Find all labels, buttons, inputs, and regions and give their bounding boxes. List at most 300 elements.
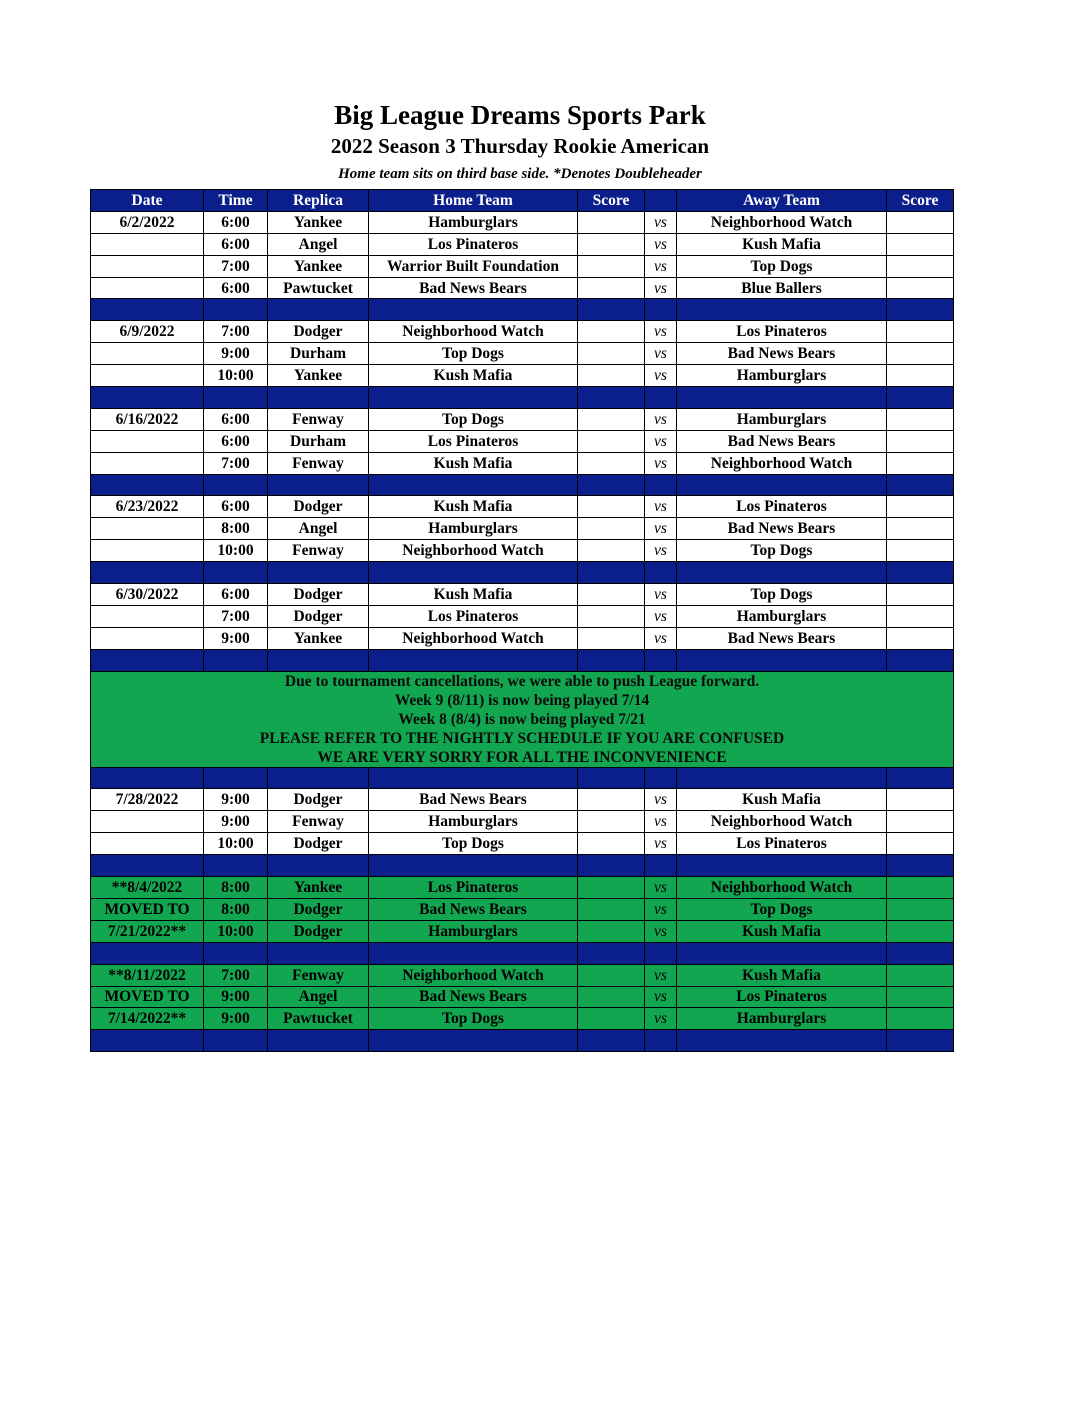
separator-cell — [578, 855, 645, 877]
vs-label: vs — [645, 496, 677, 518]
separator-cell — [645, 649, 677, 671]
col-header-away-score: Score — [887, 190, 954, 212]
table-row — [91, 343, 954, 365]
game-time: 9:00 — [204, 986, 268, 1008]
vs-label: vs — [645, 605, 677, 627]
vs-label: vs — [645, 877, 677, 899]
separator-cell — [91, 387, 204, 409]
table-row — [91, 365, 954, 387]
table-row — [91, 211, 954, 233]
separator-cell — [645, 562, 677, 584]
separator-cell — [677, 942, 887, 964]
home-team: Top Dogs — [369, 1008, 578, 1030]
away-team: Los Pinateros — [677, 986, 887, 1008]
table-row — [91, 452, 954, 474]
home-team: Bad News Bears — [369, 277, 578, 299]
game-time: 10:00 — [204, 365, 268, 387]
game-date: 6/30/2022 — [91, 584, 204, 606]
table-row — [91, 408, 954, 430]
away-score — [887, 789, 954, 811]
separator-cell — [268, 649, 369, 671]
game-time: 10:00 — [204, 920, 268, 942]
game-time: 9:00 — [204, 1008, 268, 1030]
separator-cell — [645, 855, 677, 877]
vs-label: vs — [645, 321, 677, 343]
home-team: Kush Mafia — [369, 452, 578, 474]
game-replica: Dodger — [268, 584, 369, 606]
home-score — [578, 540, 645, 562]
game-replica: Fenway — [268, 452, 369, 474]
away-score — [887, 986, 954, 1008]
vs-label: vs — [645, 343, 677, 365]
separator-cell — [204, 649, 268, 671]
away-score — [887, 365, 954, 387]
home-score — [578, 277, 645, 299]
game-replica: Yankee — [268, 365, 369, 387]
separator-cell — [578, 942, 645, 964]
away-team: Top Dogs — [677, 540, 887, 562]
separator-cell — [645, 474, 677, 496]
home-score — [578, 833, 645, 855]
separator-cell — [887, 767, 954, 789]
separator-cell — [91, 855, 204, 877]
away-score — [887, 496, 954, 518]
table-row — [91, 789, 954, 811]
separator-cell — [268, 767, 369, 789]
table-row — [91, 1008, 954, 1030]
game-date: MOVED TO — [91, 986, 204, 1008]
separator-cell — [645, 1030, 677, 1052]
game-replica: Pawtucket — [268, 1008, 369, 1030]
separator-cell — [578, 387, 645, 409]
separator-cell — [268, 1030, 369, 1052]
vs-label: vs — [645, 408, 677, 430]
game-replica: Dodger — [268, 898, 369, 920]
vs-label: vs — [645, 255, 677, 277]
away-team: Hamburglars — [677, 365, 887, 387]
separator-cell — [91, 767, 204, 789]
home-team: Los Pinateros — [369, 877, 578, 899]
separator-cell — [677, 299, 887, 321]
away-score — [887, 877, 954, 899]
away-score — [887, 584, 954, 606]
away-score — [887, 964, 954, 986]
home-team: Kush Mafia — [369, 365, 578, 387]
game-replica: Dodger — [268, 321, 369, 343]
game-replica: Dodger — [268, 605, 369, 627]
separator-cell — [204, 387, 268, 409]
away-score — [887, 605, 954, 627]
game-date — [91, 833, 204, 855]
separator-cell — [887, 855, 954, 877]
game-replica: Dodger — [268, 496, 369, 518]
vs-label: vs — [645, 898, 677, 920]
vs-label: vs — [645, 233, 677, 255]
home-score — [578, 408, 645, 430]
home-team: Top Dogs — [369, 833, 578, 855]
table-row — [91, 986, 954, 1008]
separator-cell — [369, 942, 578, 964]
home-score — [578, 627, 645, 649]
game-time: 6:00 — [204, 408, 268, 430]
away-team: Kush Mafia — [677, 789, 887, 811]
game-replica: Angel — [268, 233, 369, 255]
away-team: Bad News Bears — [677, 518, 887, 540]
game-date: 6/23/2022 — [91, 496, 204, 518]
away-score — [887, 833, 954, 855]
separator-cell — [677, 1030, 887, 1052]
away-team: Los Pinateros — [677, 321, 887, 343]
separator-cell — [268, 562, 369, 584]
vs-label: vs — [645, 811, 677, 833]
away-team: Bad News Bears — [677, 430, 887, 452]
vs-label: vs — [645, 430, 677, 452]
home-team: Hamburglars — [369, 211, 578, 233]
game-time: 6:00 — [204, 430, 268, 452]
game-time: 6:00 — [204, 277, 268, 299]
vs-label: vs — [645, 452, 677, 474]
separator-cell — [268, 855, 369, 877]
separator-cell — [204, 299, 268, 321]
separator-cell — [91, 474, 204, 496]
table-row — [91, 496, 954, 518]
notice-line: Due to tournament cancellations, we were able to push League forward. — [284, 672, 760, 690]
home-team: Top Dogs — [369, 343, 578, 365]
vs-label: vs — [645, 627, 677, 649]
home-score — [578, 211, 645, 233]
game-date: 7/28/2022 — [91, 789, 204, 811]
separator-cell — [204, 942, 268, 964]
week-separator — [91, 855, 954, 877]
separator-cell — [204, 767, 268, 789]
week-separator — [91, 942, 954, 964]
game-date — [91, 233, 204, 255]
notice-line: Week 9 (8/11) is now being played 7/14 — [394, 691, 650, 709]
away-team: Los Pinateros — [677, 496, 887, 518]
game-replica: Yankee — [268, 255, 369, 277]
home-score — [578, 964, 645, 986]
home-team: Neighborhood Watch — [369, 964, 578, 986]
separator-cell — [268, 387, 369, 409]
week-separator — [91, 649, 954, 671]
game-date: **8/4/2022 — [91, 877, 204, 899]
table-row — [91, 321, 954, 343]
game-time: 7:00 — [204, 452, 268, 474]
away-team: Hamburglars — [677, 408, 887, 430]
separator-cell — [369, 387, 578, 409]
col-header-replica: Replica — [268, 190, 369, 212]
col-header-time: Time — [204, 190, 268, 212]
separator-cell — [91, 649, 204, 671]
vs-label: vs — [645, 540, 677, 562]
separator-cell — [677, 387, 887, 409]
separator-cell — [91, 299, 204, 321]
vs-label: vs — [645, 277, 677, 299]
game-time: 9:00 — [204, 343, 268, 365]
game-date — [91, 452, 204, 474]
away-score — [887, 898, 954, 920]
home-score — [578, 811, 645, 833]
home-score — [578, 496, 645, 518]
vs-label: vs — [645, 789, 677, 811]
home-score — [578, 321, 645, 343]
home-team: Neighborhood Watch — [369, 627, 578, 649]
game-replica: Dodger — [268, 833, 369, 855]
table-row — [91, 898, 954, 920]
table-row — [91, 255, 954, 277]
home-score — [578, 920, 645, 942]
week-separator — [91, 562, 954, 584]
game-replica: Dodger — [268, 789, 369, 811]
game-replica: Dodger — [268, 920, 369, 942]
table-row — [91, 518, 954, 540]
separator-cell — [369, 299, 578, 321]
separator-cell — [645, 767, 677, 789]
game-date — [91, 343, 204, 365]
home-team: Warrior Built Foundation — [369, 255, 578, 277]
away-score — [887, 233, 954, 255]
separator-cell — [887, 387, 954, 409]
game-replica: Fenway — [268, 540, 369, 562]
separator-cell — [91, 562, 204, 584]
away-score — [887, 321, 954, 343]
separator-cell — [369, 562, 578, 584]
away-score — [887, 1008, 954, 1030]
separator-cell — [91, 1030, 204, 1052]
game-date: 7/21/2022** — [91, 920, 204, 942]
schedule-table — [90, 189, 954, 1052]
vs-label: vs — [645, 1008, 677, 1030]
away-score — [887, 627, 954, 649]
away-score — [887, 920, 954, 942]
away-team: Neighborhood Watch — [677, 811, 887, 833]
table-row — [91, 233, 954, 255]
home-score — [578, 430, 645, 452]
separator-cell — [887, 474, 954, 496]
game-time: 6:00 — [204, 496, 268, 518]
home-team: Top Dogs — [369, 408, 578, 430]
separator-cell — [645, 387, 677, 409]
away-score — [887, 430, 954, 452]
page-title: Big League Dreams Sports Park — [334, 100, 706, 130]
away-team: Top Dogs — [677, 255, 887, 277]
home-score — [578, 365, 645, 387]
game-date — [91, 255, 204, 277]
home-score — [578, 233, 645, 255]
separator-cell — [887, 649, 954, 671]
game-replica: Pawtucket — [268, 277, 369, 299]
away-score — [887, 343, 954, 365]
table-row — [91, 540, 954, 562]
vs-label: vs — [645, 833, 677, 855]
separator-cell — [887, 1030, 954, 1052]
home-team: Neighborhood Watch — [369, 540, 578, 562]
game-time: 8:00 — [204, 877, 268, 899]
game-time: 10:00 — [204, 540, 268, 562]
game-time: 6:00 — [204, 233, 268, 255]
away-team: Neighborhood Watch — [677, 211, 887, 233]
game-time: 7:00 — [204, 605, 268, 627]
separator-cell — [887, 942, 954, 964]
separator-cell — [268, 474, 369, 496]
vs-label: vs — [645, 986, 677, 1008]
separator-cell — [268, 942, 369, 964]
home-score — [578, 789, 645, 811]
home-score — [578, 1008, 645, 1030]
table-row — [91, 605, 954, 627]
away-score — [887, 811, 954, 833]
away-team: Los Pinateros — [677, 833, 887, 855]
schedule-body — [91, 211, 954, 1051]
game-date — [91, 811, 204, 833]
vs-label: vs — [645, 584, 677, 606]
game-time: 9:00 — [204, 789, 268, 811]
table-row — [91, 920, 954, 942]
home-score — [578, 518, 645, 540]
home-score — [578, 877, 645, 899]
separator-cell — [887, 562, 954, 584]
away-team: Kush Mafia — [677, 920, 887, 942]
game-date — [91, 277, 204, 299]
table-row — [91, 277, 954, 299]
table-row — [91, 877, 954, 899]
game-date — [91, 540, 204, 562]
away-team: Bad News Bears — [677, 343, 887, 365]
away-team: Bad News Bears — [677, 627, 887, 649]
home-team: Los Pinateros — [369, 605, 578, 627]
away-team: Hamburglars — [677, 1008, 887, 1030]
home-score — [578, 452, 645, 474]
separator-cell — [369, 855, 578, 877]
week-separator — [91, 767, 954, 789]
separator-cell — [204, 474, 268, 496]
home-team: Los Pinateros — [369, 233, 578, 255]
home-team: Bad News Bears — [369, 986, 578, 1008]
away-team: Top Dogs — [677, 898, 887, 920]
home-score — [578, 898, 645, 920]
away-team: Kush Mafia — [677, 233, 887, 255]
game-date — [91, 605, 204, 627]
table-row — [91, 833, 954, 855]
game-time: 8:00 — [204, 898, 268, 920]
home-team: Bad News Bears — [369, 789, 578, 811]
game-replica: Yankee — [268, 211, 369, 233]
away-score — [887, 211, 954, 233]
notice-line: PLEASE REFER TO THE NIGHTLY SCHEDULE IF YOU ARE CONFUSED — [259, 729, 785, 747]
away-team: Kush Mafia — [677, 964, 887, 986]
game-replica: Yankee — [268, 877, 369, 899]
separator-cell — [204, 855, 268, 877]
home-team: Kush Mafia — [369, 584, 578, 606]
game-replica: Angel — [268, 986, 369, 1008]
separator-cell — [887, 299, 954, 321]
home-team: Hamburglars — [369, 811, 578, 833]
vs-label: vs — [645, 518, 677, 540]
home-team: Hamburglars — [369, 920, 578, 942]
separator-cell — [645, 942, 677, 964]
home-team: Hamburglars — [369, 518, 578, 540]
separator-cell — [578, 562, 645, 584]
separator-cell — [369, 474, 578, 496]
separator-cell — [677, 649, 887, 671]
home-score — [578, 255, 645, 277]
separator-cell — [369, 767, 578, 789]
game-time: 6:00 — [204, 584, 268, 606]
game-replica: Durham — [268, 430, 369, 452]
game-date — [91, 430, 204, 452]
separator-cell — [369, 649, 578, 671]
game-date: **8/11/2022 — [91, 964, 204, 986]
table-header-row — [91, 190, 954, 212]
home-team: Neighborhood Watch — [369, 321, 578, 343]
separator-cell — [645, 299, 677, 321]
home-team: Kush Mafia — [369, 496, 578, 518]
game-date: 7/14/2022** — [91, 1008, 204, 1030]
separator-cell — [677, 474, 887, 496]
home-score — [578, 986, 645, 1008]
game-time: 9:00 — [204, 627, 268, 649]
game-replica: Yankee — [268, 627, 369, 649]
game-replica: Fenway — [268, 408, 369, 430]
table-row — [91, 430, 954, 452]
col-header-away-team: Away Team — [677, 190, 887, 212]
week-separator — [91, 299, 954, 321]
away-score — [887, 255, 954, 277]
separator-cell — [677, 562, 887, 584]
game-time: 7:00 — [204, 255, 268, 277]
schedule-change-notice — [91, 671, 954, 767]
game-date: MOVED TO — [91, 898, 204, 920]
game-replica: Fenway — [268, 964, 369, 986]
away-team: Top Dogs — [677, 584, 887, 606]
game-time: 9:00 — [204, 811, 268, 833]
away-score — [887, 277, 954, 299]
separator-cell — [677, 767, 887, 789]
home-score — [578, 605, 645, 627]
home-team: Los Pinateros — [369, 430, 578, 452]
vs-label: vs — [645, 365, 677, 387]
separator-cell — [578, 474, 645, 496]
notice-row — [91, 671, 954, 767]
home-team: Bad News Bears — [369, 898, 578, 920]
game-date: 6/2/2022 — [91, 211, 204, 233]
vs-label: vs — [645, 211, 677, 233]
game-replica: Angel — [268, 518, 369, 540]
game-time: 6:00 — [204, 211, 268, 233]
table-row — [91, 964, 954, 986]
game-time: 7:00 — [204, 964, 268, 986]
week-separator — [91, 474, 954, 496]
game-date — [91, 518, 204, 540]
away-team: Hamburglars — [677, 605, 887, 627]
separator-cell — [204, 1030, 268, 1052]
game-date — [91, 627, 204, 649]
game-replica: Fenway — [268, 811, 369, 833]
game-time: 8:00 — [204, 518, 268, 540]
week-separator — [91, 1030, 954, 1052]
game-time: 7:00 — [204, 321, 268, 343]
col-header-date: Date — [91, 190, 204, 212]
col-header-home-team: Home Team — [369, 190, 578, 212]
away-score — [887, 540, 954, 562]
away-team: Neighborhood Watch — [677, 452, 887, 474]
separator-cell — [677, 855, 887, 877]
vs-label: vs — [645, 964, 677, 986]
table-row — [91, 584, 954, 606]
game-replica: Durham — [268, 343, 369, 365]
week-separator — [91, 387, 954, 409]
home-score — [578, 343, 645, 365]
